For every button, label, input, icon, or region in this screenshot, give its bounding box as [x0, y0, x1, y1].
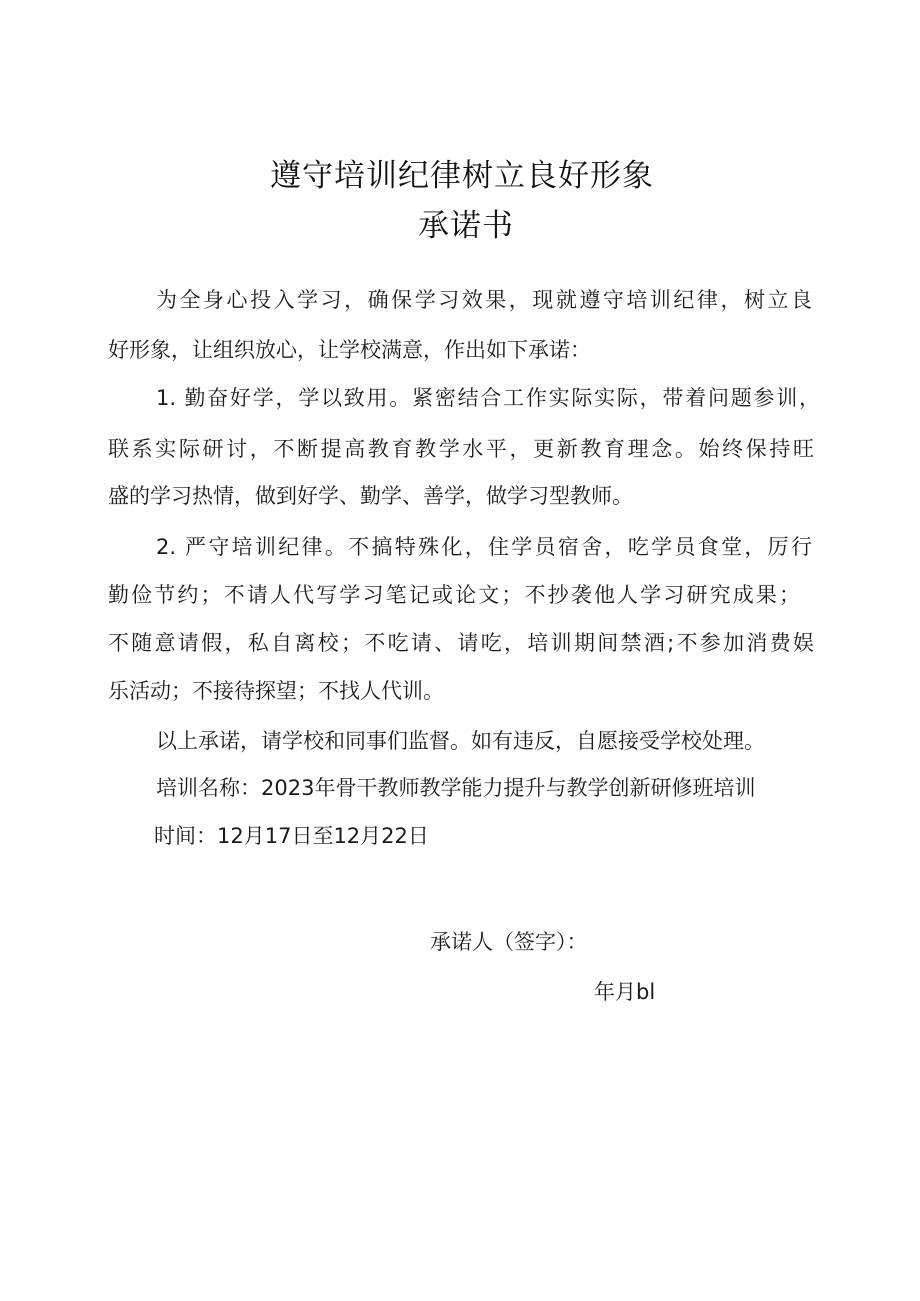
item2-line-4: 乐活动；不接待探望；不找人代训。	[108, 679, 444, 703]
item2-line-1: 2. 严守培训纪律。不搞特殊化，住学员宿舍，吃学员食堂，厉行	[156, 535, 812, 559]
signature-label: 承诺人（签字）：	[430, 930, 588, 954]
item1-line-2: 联系实际研讨，不断提高教育教学水平，更新教育理念。始终保持旺	[108, 437, 814, 461]
item2-line-2: 勤俭节约；不请人代写学习笔记或论文；不抄袭他人学习研究成果；	[108, 583, 800, 607]
item2-line-3: 不随意请假，私自离校；不吃请、请吃，培训期间禁酒;不参加消费娱	[108, 631, 814, 655]
document-title-line-2: 承诺书	[418, 208, 514, 244]
intro-line-1: 为全身心投入学习，确保学习效果，现就遵守培训纪律，树立良	[156, 288, 812, 312]
training-time: 时间：12月17日至12月22日	[154, 824, 429, 848]
training-name: 培训名称：2023年骨干教师教学能力提升与教学创新研修班培训	[156, 776, 756, 800]
closing-statement: 以上承诺，请学校和同事们监督。如有违反，自愿接受学校处理。	[156, 729, 765, 753]
item1-line-1: 1. 勤奋好学，学以致用。紧密结合工作实际实际，带着问题参训，	[156, 386, 820, 410]
date-label: 年月bl	[594, 980, 656, 1004]
intro-line-2: 好形象，让组织放心，让学校满意，作出如下承诺：	[108, 338, 591, 362]
document-title-line-1: 遵守培训纪律树立良好形象	[270, 158, 654, 194]
item1-line-3: 盛的学习热情，做到好学、勤学、善学，做学习型教师。	[108, 484, 633, 508]
